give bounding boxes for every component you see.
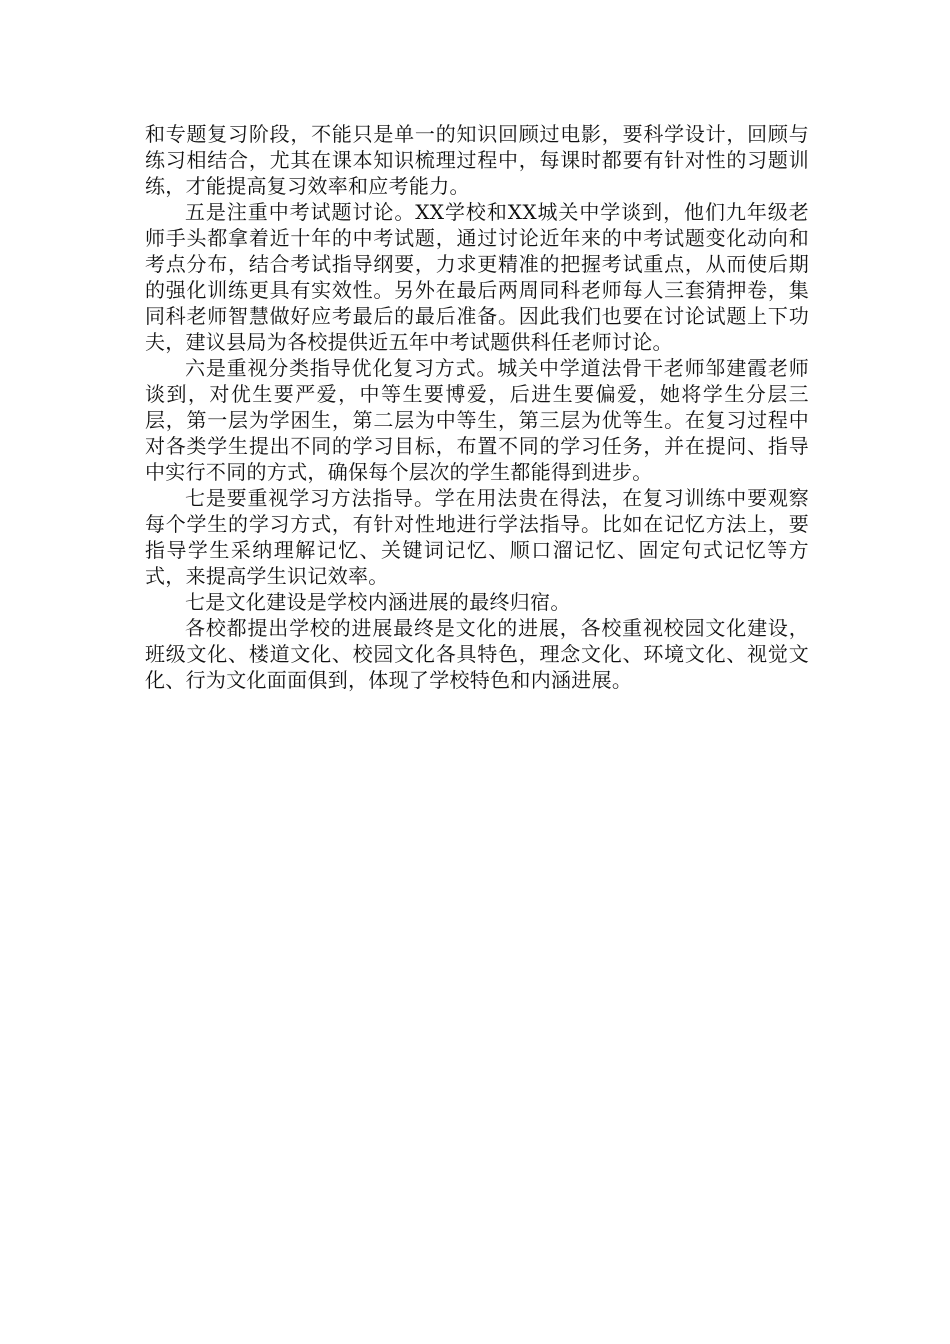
document-body [145, 121, 809, 693]
paragraph-4: 七是要重视学习方法指导。学在用法贵在得法，在复习训练中要观察每个学生的学习方式，有针对性地进行学法指导。比如在记忆方法上，要指导学生采纳理解记忆、关键词记忆、顺口溜记忆、固定句式记忆等方式，来提高学生识记效率。 [145, 486, 809, 588]
paragraph-5: 七是文化建设是学校内涵进展的最终归宿。 [185, 590, 571, 614]
paragraph-1: 和专题复习阶段，不能只是单一的知识回顾过电影，要科学设计，回顾与练习相结合，尤其在课本知识梳理过程中，每课时都要有针对性的习题训练，才能提高复习效率和应考能力。 [145, 122, 809, 198]
paragraph-2: 五是注重中考试题讨论。XX学校和XX城关中学谈到，他们九年级老师手头都拿着近十年的中考试题，通过讨论近年来的中考试题变化动向和考点分布，结合考试指导纲要，力求更精准的把握考试重点，从而使后期的强化训练更具有实效性。另外在最后两周同科老师每人三套猜押卷，集同科老师智慧做好应考最后的最后准备。因此我们也要在讨论试题上下功夫，建议县局为各校提供近五年中考试题供科任老师讨论。 [145, 200, 809, 354]
paragraph-3: 六是重视分类指导优化复习方式。城关中学道法骨干老师邹建霞老师谈到，对优生要严爱，中等生要博爱，后进生要偏爱，她将学生分层三层，第一层为学困生，第二层为中等生，第三层为优等生。在复习过程中对各类学生提出不同的学习目标，布置不同的学习任务，并在提问、指导中实行不同的方式，确保每个层次的学生都能得到进步。 [145, 356, 809, 484]
paragraph-6: 各校都提出学校的进展最终是文化的进展，各校重视校园文化建设，班级文化、楼道文化、校园文化各具特色，理念文化、环境文化、视觉文化、行为文化面面俱到，体现了学校特色和内涵进展。 [145, 616, 809, 692]
